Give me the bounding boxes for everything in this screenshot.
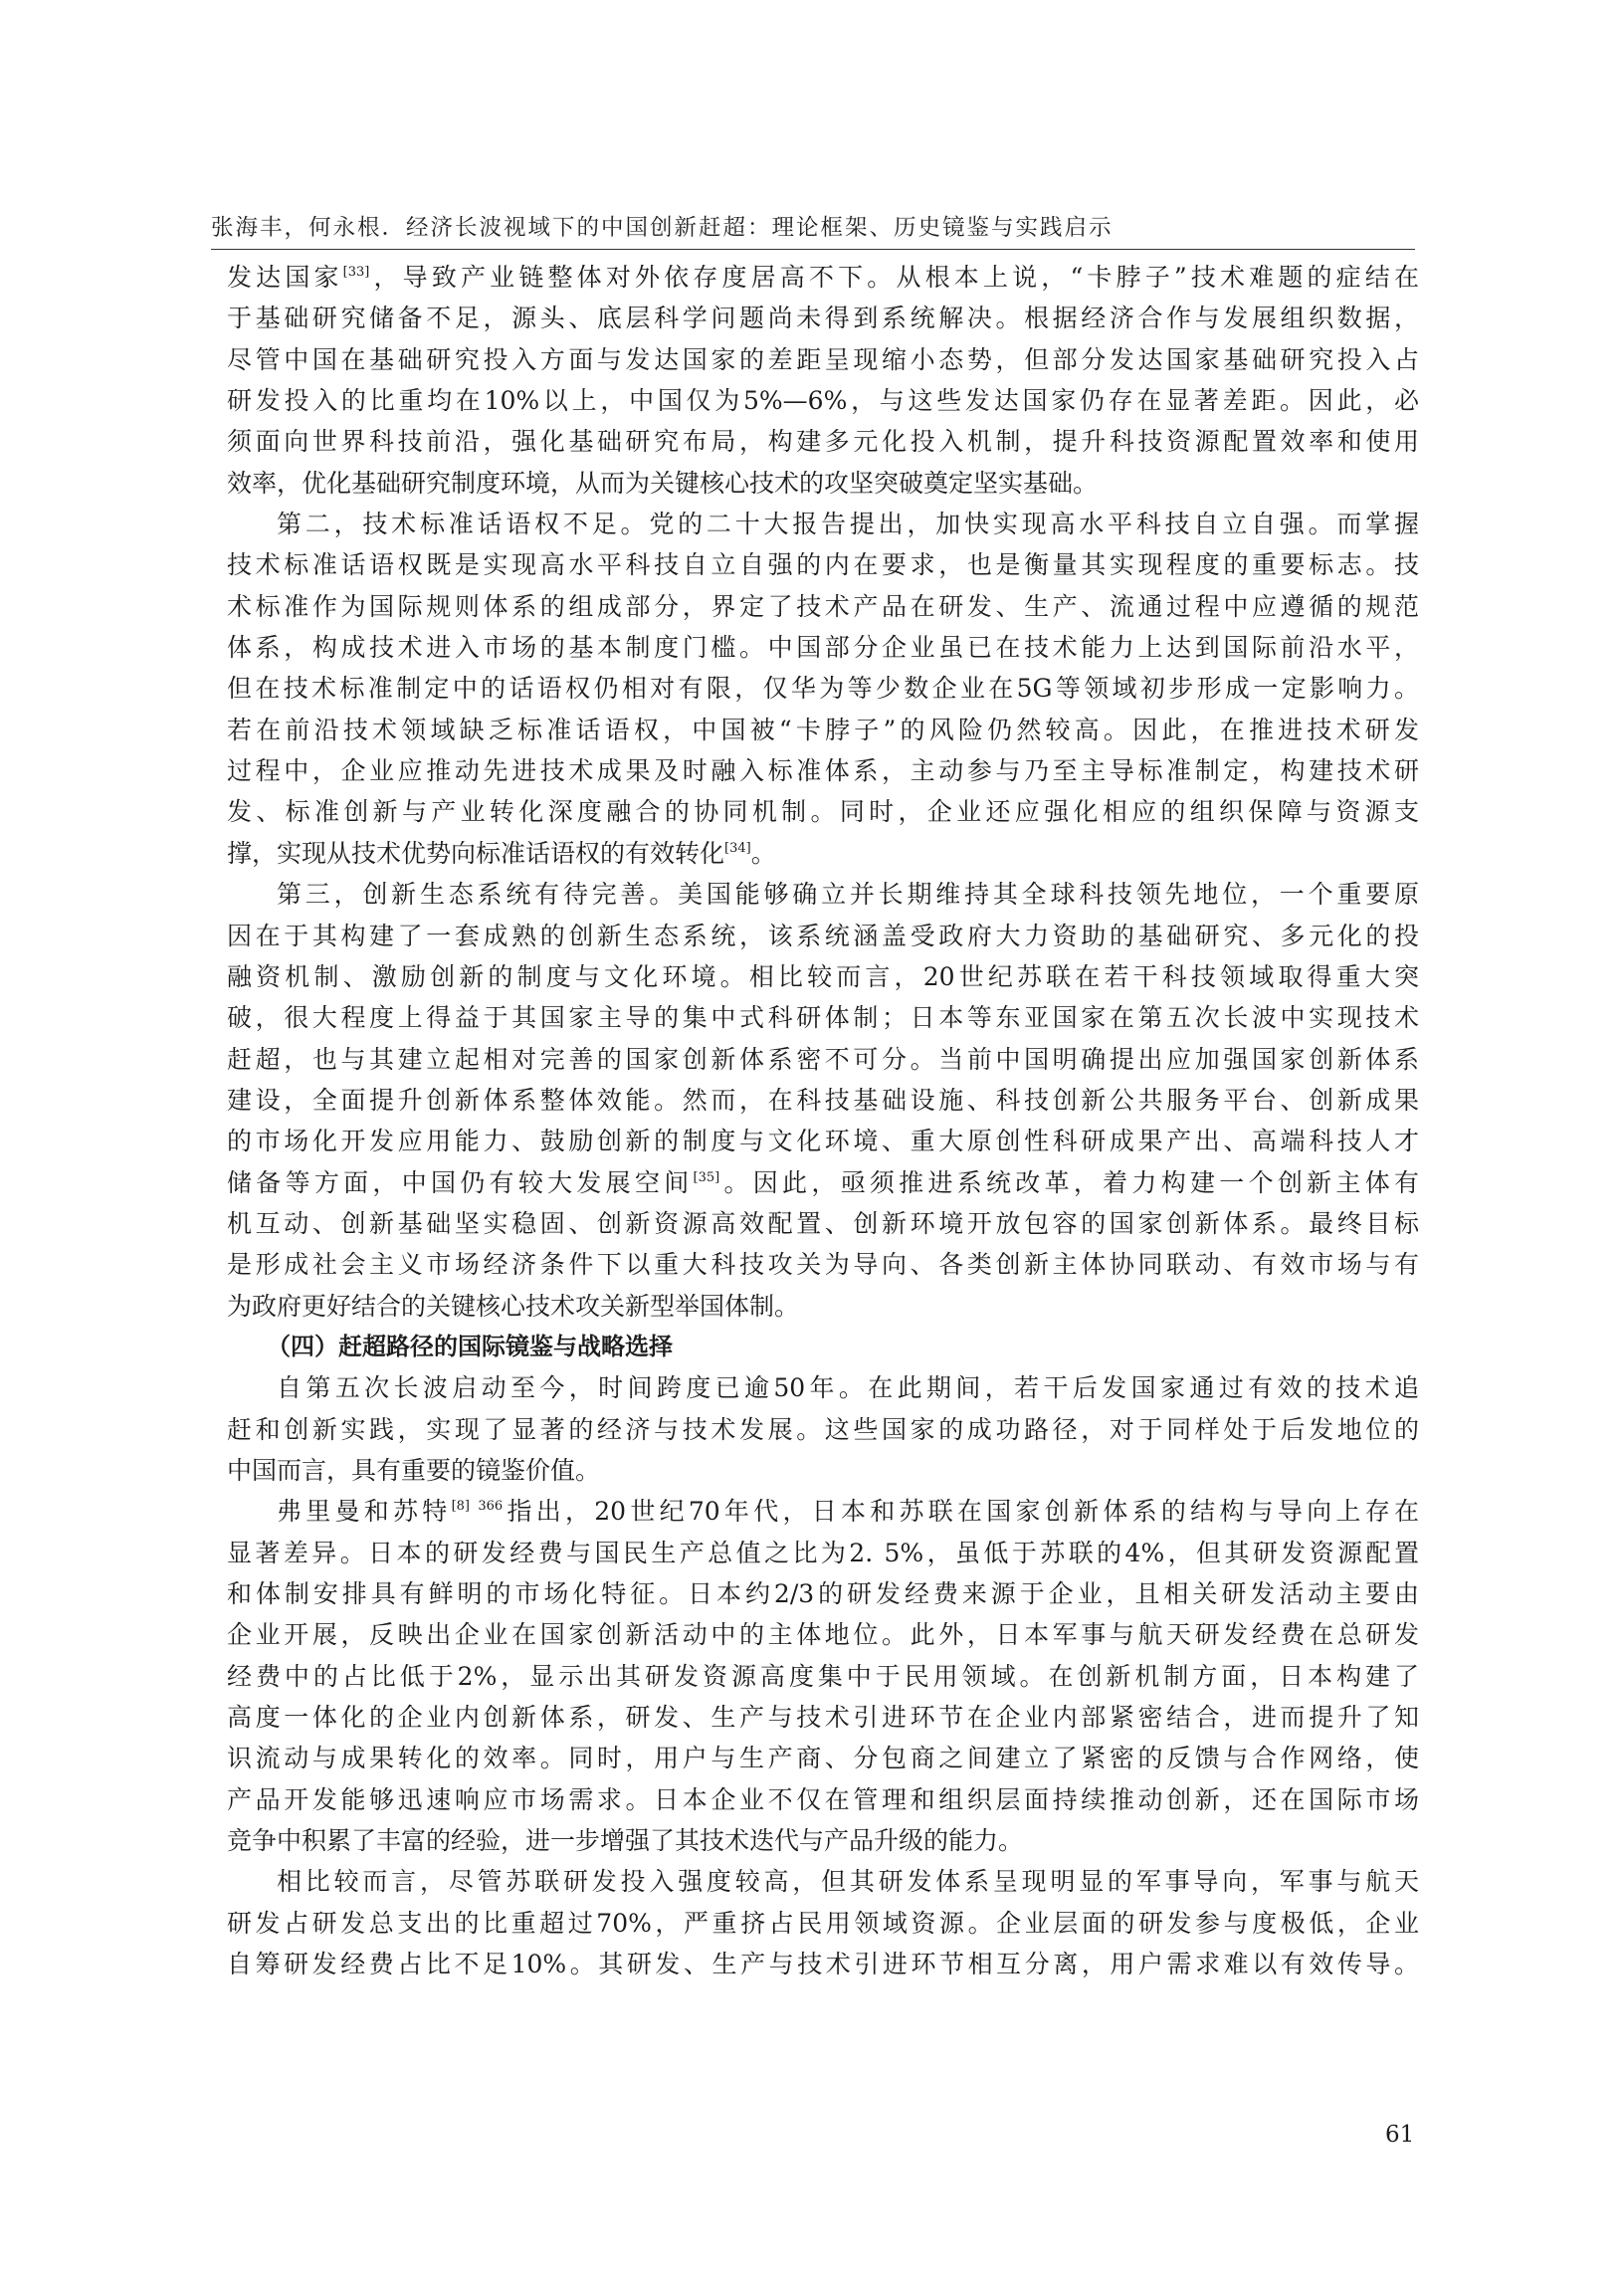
text-line: 的市场化开发应用能力、鼓励创新的制度与文化环境、重大原创性科研成果产出、高端科技人才 — [227, 1127, 1419, 1156]
text-line: 是形成社会主义市场经济条件下以重大科技攻关为导向、各类创新主体协同联动、有效市场与有 — [227, 1250, 1419, 1280]
text-line: 赶和创新实践，实现了显著的经济与技术发展。这些国家的成功路径，对于同样处于后发地位的 — [227, 1414, 1419, 1444]
text-line: 第三，创新生态系统有待完善。美国能够确立并长期维持其全球科技领先地位，一个重要原 — [277, 880, 1419, 910]
header-rule — [211, 249, 1415, 250]
text-line: 弗里曼和苏特$^{[8] 366}$指出，20世纪70年代，日本和苏联在国家创新体系的结构与导向上存在 — [277, 1497, 1419, 1527]
text-line: 经费中的占比低于2%，显示出其研发资源高度集中于民用领域。在创新机制方面，日本构建了 — [227, 1661, 1419, 1691]
text-line: 研发投入的比重均在10%以上，中国仅为5%—6%，与这些发达国家仍存在显著差距。因此，必 — [227, 386, 1419, 416]
citation-ref: [8] 366 — [451, 1499, 504, 1515]
text-line: 破，很大程度上得益于其国家主导的集中式科研体制；日本等东亚国家在第五次长波中实现技术 — [227, 1003, 1419, 1033]
text-line: 须面向世界科技前沿，强化基础研究布局，构建多元化投入机制，提升科技资源配置效率和使用 — [227, 427, 1419, 457]
text-line: 竞争中积累了丰富的经验，进一步增强了其技术迭代与产品升级的能力。 — [227, 1826, 1024, 1856]
text-line: 技术标准话语权既是实现高水平科技自立自强的内在要求，也是衡量其实现程度的重要标志。技 — [227, 550, 1419, 580]
text-line: 识流动与成果转化的效率。同时，用户与生产商、分包商之间建立了紧密的反馈与合作网络，使 — [227, 1744, 1419, 1773]
text-line: 融资机制、激励创新的制度与文化环境。相比较而言，20世纪苏联在若干科技领域取得重大突 — [227, 961, 1419, 991]
text-line: 但在技术标准制定中的话语权仍相对有限，仅华为等少数企业在5G等领域初步形成一定影响力。 — [227, 674, 1419, 704]
text-line: 高度一体化的企业内创新体系，研发、生产与技术引进环节在企业内部紧密结合，进而提升了知 — [227, 1703, 1419, 1733]
text-line: 自第五次长波启动至今，时间跨度已逾50年。在此期间，若干后发国家通过有效的技术追 — [277, 1373, 1419, 1403]
text-line: 效率，优化基础研究制度环境，从而为关键核心技术的攻坚突破奠定坚实基础。 — [227, 468, 1099, 498]
text-line: 储备等方面，中国仍有较大发展空间[35]。因此，亟须推进系统改革，着力构建一个创新主体有 — [227, 1167, 1419, 1197]
running-header: 张海丰，何永根．经济长波视域下的中国创新赶超：理论框架、历史镜鉴与实践启示 — [211, 215, 1114, 241]
text-line: 相比较而言，尽管苏联研发投入强度较高，但其研发体系呈现明显的军事导向，军事与航天 — [277, 1867, 1419, 1897]
text-line: 企业开展，反映出企业在国家创新活动中的主体地位。此外，日本军事与航天研发经费在总研发 — [227, 1620, 1419, 1650]
text-line: 撑，实现从技术优势向标准话语权的有效转化[34]。 — [227, 838, 776, 868]
text-line: 研发占研发总支出的比重超过70%，严重挤占民用领域资源。企业层面的研发参与度极低，企业 — [227, 1908, 1419, 1938]
text-line: 中国而言，具有重要的镜鉴价值。 — [227, 1455, 601, 1485]
text-line: 尽管中国在基础研究投入方面与发达国家的差距呈现缩小态势，但部分发达国家基础研究投入占 — [227, 344, 1419, 374]
text-line: 和体制安排具有鲜明的市场化特征。日本约2/3的研发经费来源于企业，且相关研发活动主要由 — [227, 1579, 1419, 1608]
text-line: 为政府更好结合的关键核心技术攻关新型举国体制。 — [227, 1291, 800, 1321]
citation-ref: [33] — [342, 265, 370, 280]
text-line: 于基础研究储备不足，源头、底层科学问题尚未得到系统解决。根据经济合作与发展组织数据， — [227, 304, 1419, 333]
text-line: 发、标准创新与产业转化深度融合的协同机制。同时，企业还应强化相应的组织保障与资源支 — [227, 797, 1419, 827]
text-line: 发达国家[33]，导致产业链整体对外依存度居高不下。从根本上说，“卡脖子”技术难题的症结在 — [227, 263, 1419, 292]
citation-ref: [35] — [693, 1169, 720, 1185]
text-line: 赶超，也与其建立起相对完善的国家创新体系密不可分。当前中国明确提出应加强国家创新体系 — [227, 1044, 1419, 1074]
text-line: 产品开发能够迅速响应市场需求。日本企业不仅在管理和组织层面持续推动创新，还在国际市场 — [227, 1784, 1419, 1814]
text-line: 自筹研发经费占比不足10%。其研发、生产与技术引进环节相互分离，用户需求难以有效传导。 — [227, 1950, 1419, 1979]
text-line: 体系，构成技术进入市场的基本制度门槛。中国部分企业虽已在技术能力上达到国际前沿水平， — [227, 633, 1419, 663]
text-line: 显著差异。日本的研发经费与国民生产总值之比为2. 5%，虽低于苏联的4%，但其研发资源配置 — [227, 1538, 1419, 1567]
text-line: 因在于其构建了一套成熟的创新生态系统，该系统涵盖受政府大力资助的基础研究、多元化的投 — [227, 921, 1419, 950]
text-line: 术标准作为国际规则体系的组成部分，界定了技术产品在研发、生产、流通过程中应遵循的规范 — [227, 591, 1419, 621]
text-line: 第二，技术标准话语权不足。党的二十大报告提出，加快实现高水平科技自立自强。而掌握 — [277, 510, 1419, 539]
text-line: 若在前沿技术领域缺乏标准话语权，中国被“卡脖子”的风险仍然较高。因此，在推进技术研发 — [227, 715, 1419, 744]
citation-ref: [34] — [724, 840, 751, 856]
text-line: 机互动、创新基础坚实稳固、创新资源高效配置、创新环境开放包容的国家创新体系。最终目标 — [227, 1208, 1419, 1238]
text-line: 建设，全面提升创新体系整体效能。然而，在科技基础设施、科技创新公共服务平台、创新成果 — [227, 1085, 1419, 1115]
section-heading: （四）赶超路径的国际镜鉴与战略选择 — [267, 1332, 673, 1360]
body-text — [227, 257, 1419, 1984]
page-number: 61 — [1385, 2122, 1415, 2148]
text-line: 过程中，企业应推动先进技术成果及时融入标准体系，主动参与乃至主导标准制定，构建技术研 — [227, 756, 1419, 786]
